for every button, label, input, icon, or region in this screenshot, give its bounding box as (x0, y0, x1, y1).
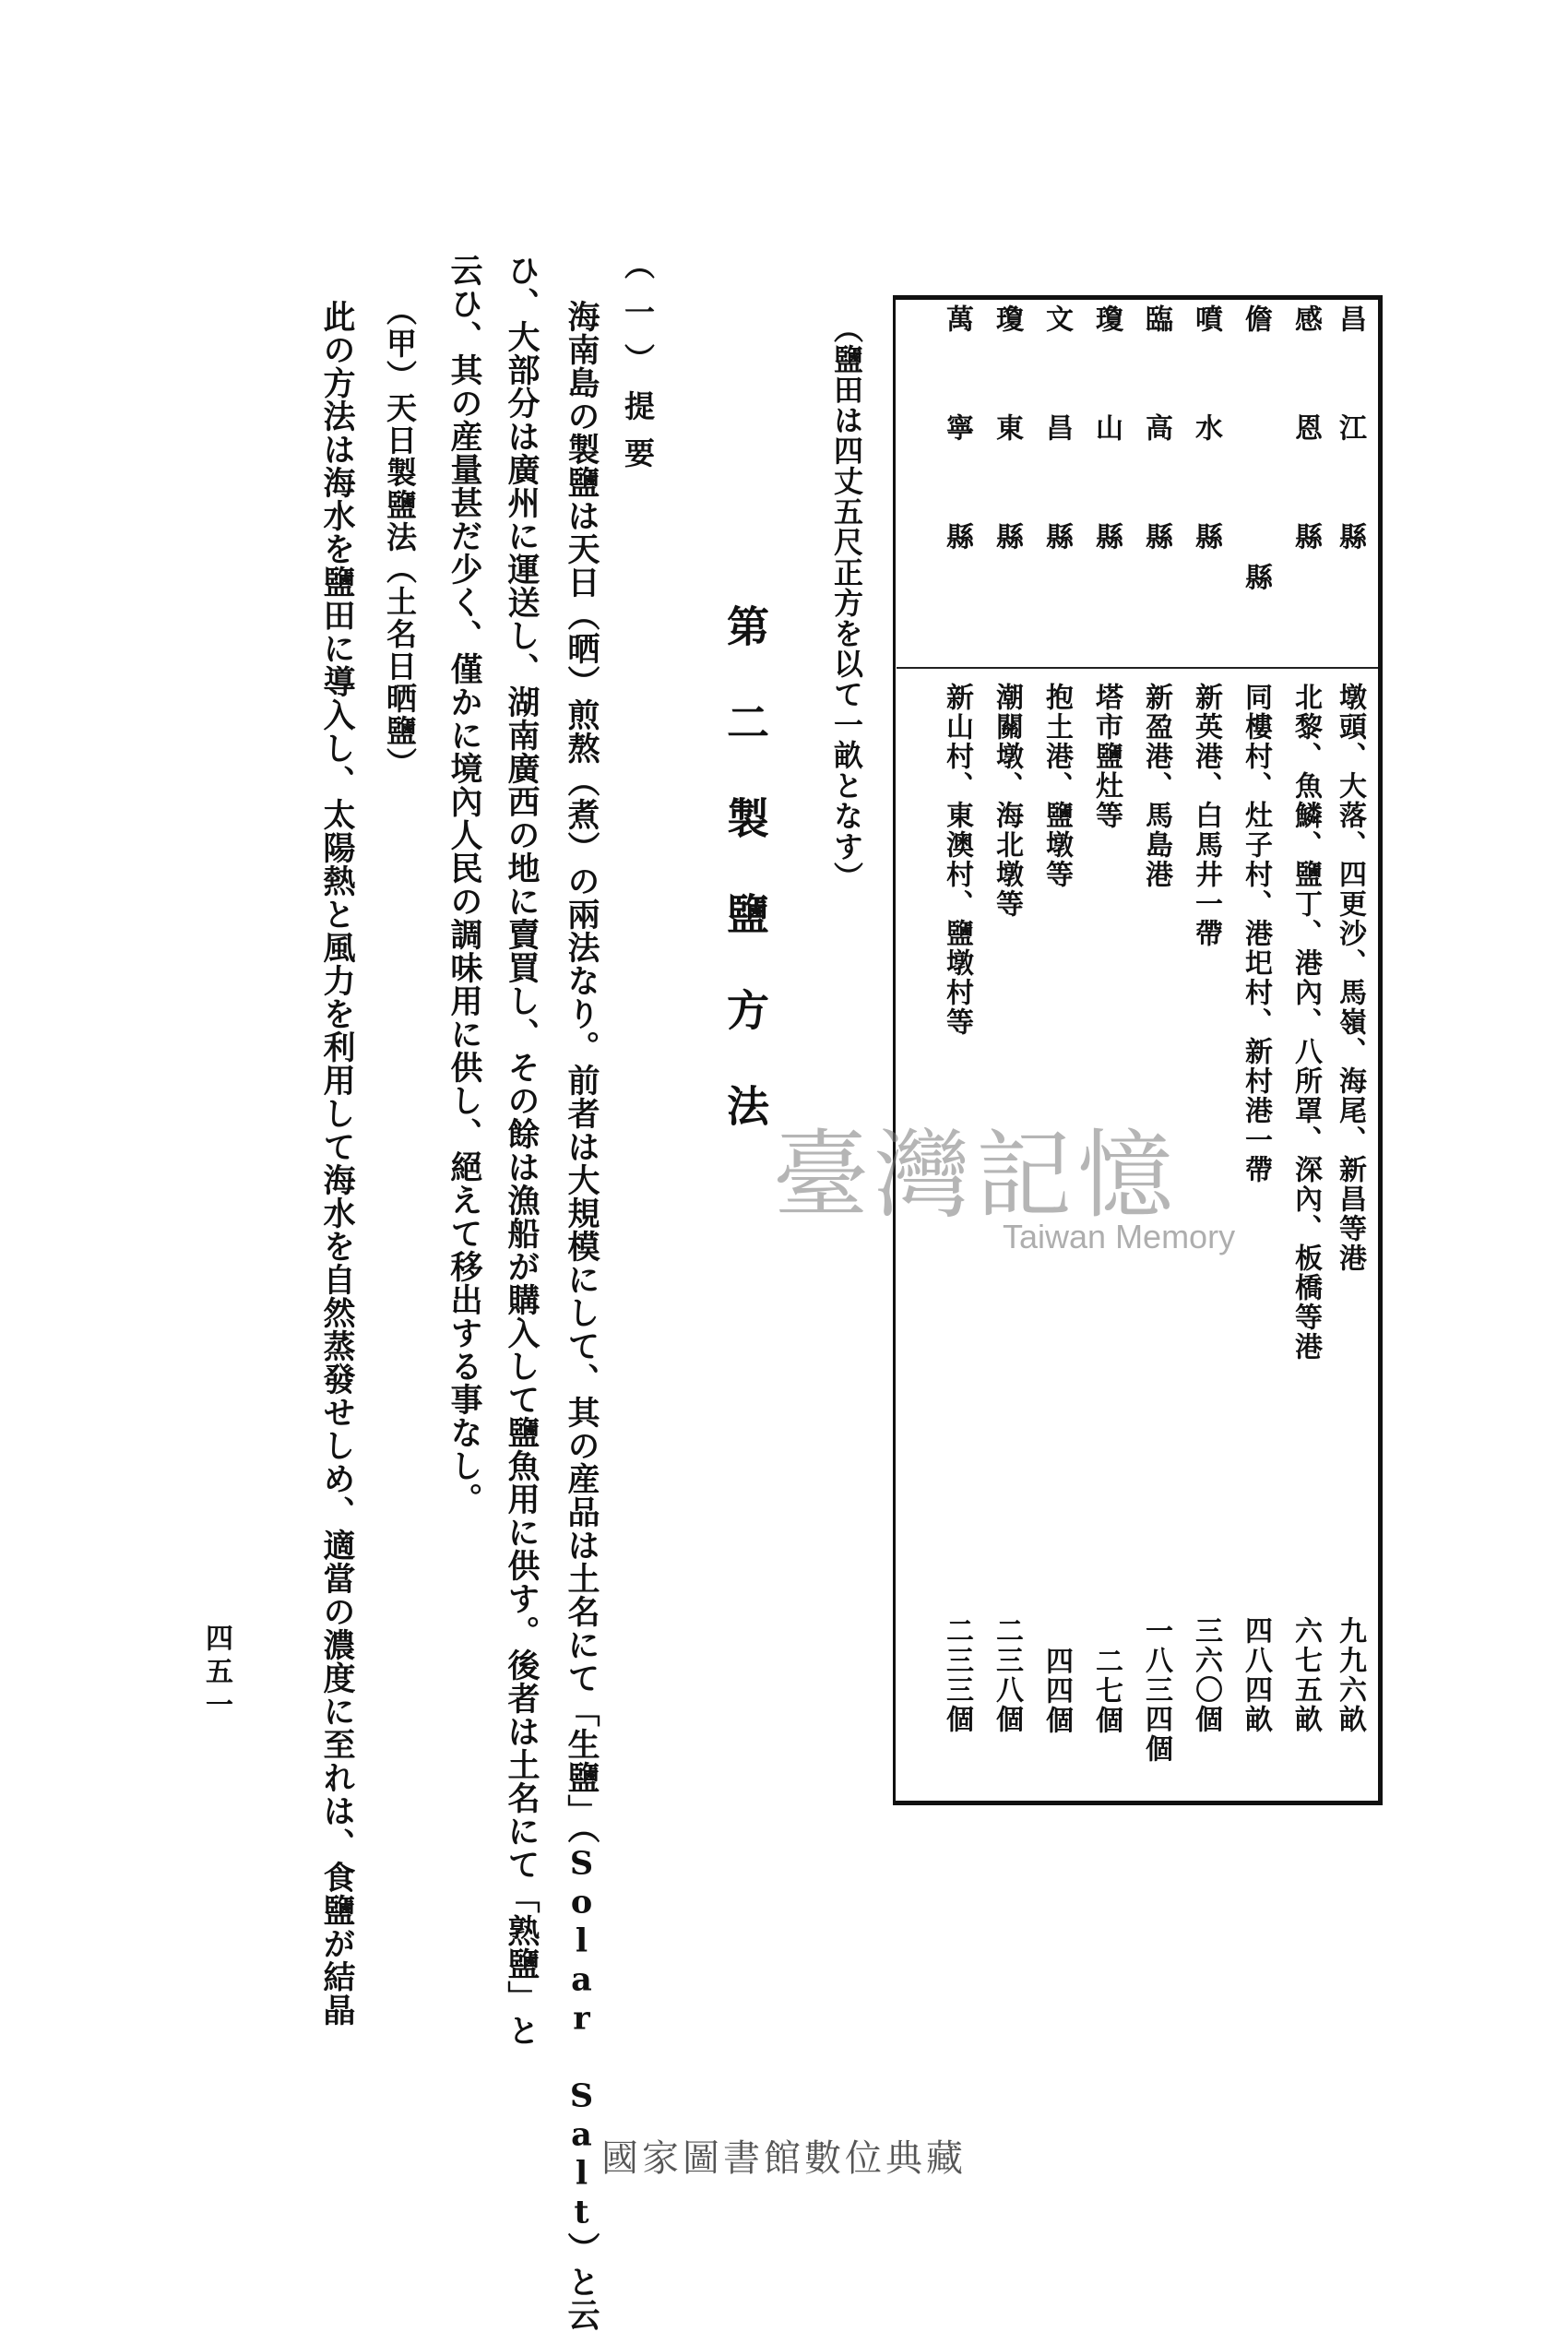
table-cell-places: 同樓村、灶子村、港圯村、新村港一帶 (1240, 683, 1272, 1184)
paragraph-line: ひ、大部分は廣州に運送し、湖南廣西の地に賣買し、その餘は漁船が購入して鹽魚用に供す。後者は土名にて「熟鹽」と (503, 254, 540, 2047)
watermark-chinese: 臺灣記憶 (773, 1119, 1180, 1231)
table-cell-county: 瓊東縣 (991, 304, 1023, 631)
table-cell-county: 文昌縣 (1040, 304, 1073, 631)
sub-heading-solar-method: （甲）天日製鹽法（土名日晒鹽） (382, 295, 418, 779)
paragraph-line: 云ひ、其の産量甚だ少く、僅かに境內人民の調味用に供し、絕えて移出する事なし。 (445, 254, 483, 1516)
sub-heading-summary: （一）提要 (620, 249, 656, 484)
table-cell-area: 二三三個 (941, 1616, 973, 1734)
table-cell-places: 墩頭、大落、四更沙、馬嶺、海尾、新昌等港 (1334, 683, 1366, 1273)
table-cell-county: 噴水縣 (1190, 304, 1222, 631)
table-column-divider (897, 667, 1378, 669)
table-cell-places: 北黎、魚鱗、鹽丁、港內、八所罩、深內、板橋等港 (1289, 683, 1322, 1362)
table-right-rule (1378, 295, 1383, 1805)
table-cell-places: 新盈港、馬島港 (1140, 683, 1172, 889)
table-cell-county: 臨高縣 (1140, 304, 1172, 631)
table-cell-county: 感恩縣 (1289, 304, 1322, 631)
table-left-rule (893, 295, 896, 1805)
footer-archive-label: 國家圖書館數位典藏 (601, 2137, 967, 2180)
table-note: （鹽田は四丈五尺正方を以て一畝となす） (829, 314, 864, 892)
table-cell-county: 萬寧縣 (941, 304, 973, 631)
table-cell-area: 二七個 (1090, 1647, 1123, 1735)
table-cell-area: 二三八個 (991, 1616, 1023, 1734)
table-cell-county: 儋縣 (1240, 304, 1272, 821)
table-cell-places: 新山村、東澳村、鹽墩村等 (941, 683, 973, 1037)
page-number: 四五一 (200, 1624, 232, 1723)
table-bottom-rule (893, 1801, 1382, 1805)
watermark-english: Taiwan Memory (1003, 1218, 1236, 1255)
table-cell-area: 六七五畝 (1289, 1616, 1322, 1734)
paragraph-line: 海南島の製鹽は天日（晒）煎熬（煮）の兩法なり。前者は大規模にして、其の産品は土名にて「生鹽」（Solar Salt）と云 (563, 300, 600, 2332)
table-cell-places: 塔市鹽灶等 (1090, 683, 1123, 830)
table-cell-county: 昌江縣 (1334, 304, 1366, 631)
paragraph-line: 此の方法は海水を鹽田に導入し、太陽熱と風力を利用して海水を自然蒸發せしめ、適當の濃度に至れは、食鹽が結晶 (318, 300, 356, 2027)
table-cell-area: 四八四畝 (1240, 1616, 1272, 1734)
table-cell-places: 抱土港、鹽墩等 (1040, 683, 1073, 889)
table-cell-places: 新英港、白馬井一帶 (1190, 683, 1222, 948)
table-cell-county: 瓊山縣 (1090, 304, 1123, 631)
table-cell-area: 四四個 (1040, 1647, 1073, 1735)
section-title: 第二製鹽方法 (720, 604, 770, 1180)
table-cell-places: 潮關墩、海北墩等 (991, 683, 1023, 919)
table-top-rule (893, 295, 1382, 300)
table-cell-area: 一八三四個 (1140, 1616, 1172, 1764)
table-cell-area: 三六〇個 (1190, 1616, 1222, 1734)
table-cell-area: 九九六畝 (1334, 1616, 1366, 1734)
